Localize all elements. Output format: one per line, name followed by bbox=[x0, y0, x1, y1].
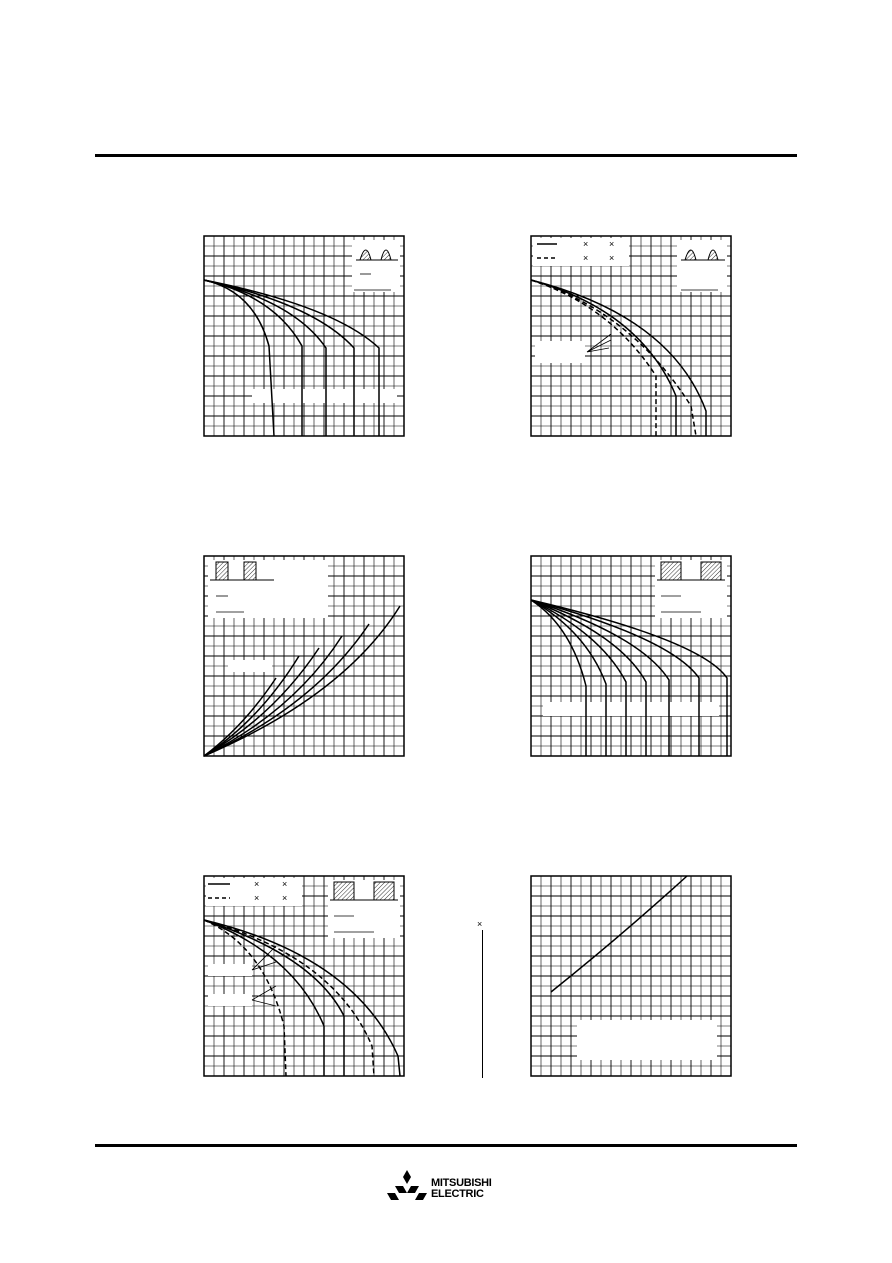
chart-bottom-left-plot bbox=[204, 876, 404, 1076]
legend-cross-2: × bbox=[282, 879, 288, 889]
logo-line-1: MITSUBISHI bbox=[431, 1177, 492, 1189]
legend-cross-3: × bbox=[254, 893, 260, 903]
chart-top-right-plot bbox=[531, 236, 731, 436]
chart-top-left bbox=[204, 236, 404, 436]
chart-middle-right-plot bbox=[531, 556, 731, 756]
chart-top-right bbox=[531, 236, 731, 436]
logo-wordmark bbox=[431, 1178, 492, 1200]
separator-mark: × bbox=[477, 919, 483, 929]
pulse-icon bbox=[328, 880, 400, 938]
logo-line-2: ELECTRIC bbox=[431, 1188, 484, 1200]
waveform-icon bbox=[677, 240, 727, 292]
separator-line bbox=[482, 930, 483, 1078]
legend-cross-3: × bbox=[583, 253, 589, 263]
chart-middle-right bbox=[531, 556, 731, 756]
legend-cross-4: × bbox=[282, 893, 288, 903]
pulse-icon bbox=[208, 560, 328, 618]
legend-cross-1: × bbox=[583, 239, 589, 249]
chart-bottom-right bbox=[531, 876, 731, 1076]
chart-bottom-left bbox=[204, 876, 404, 1076]
chart-bottom-right-plot bbox=[531, 876, 731, 1076]
legend-cross-2: × bbox=[609, 239, 615, 249]
chart-middle-left-plot bbox=[204, 556, 404, 756]
chart-middle-left bbox=[204, 556, 404, 756]
legend-cross-4: × bbox=[609, 253, 615, 263]
legend-cross-1: × bbox=[254, 879, 260, 889]
chart-top-left-plot bbox=[204, 236, 404, 436]
header-rule bbox=[95, 154, 797, 157]
pulse-icon bbox=[655, 560, 727, 618]
waveform-icon bbox=[352, 240, 400, 292]
footer-rule bbox=[95, 1144, 797, 1147]
